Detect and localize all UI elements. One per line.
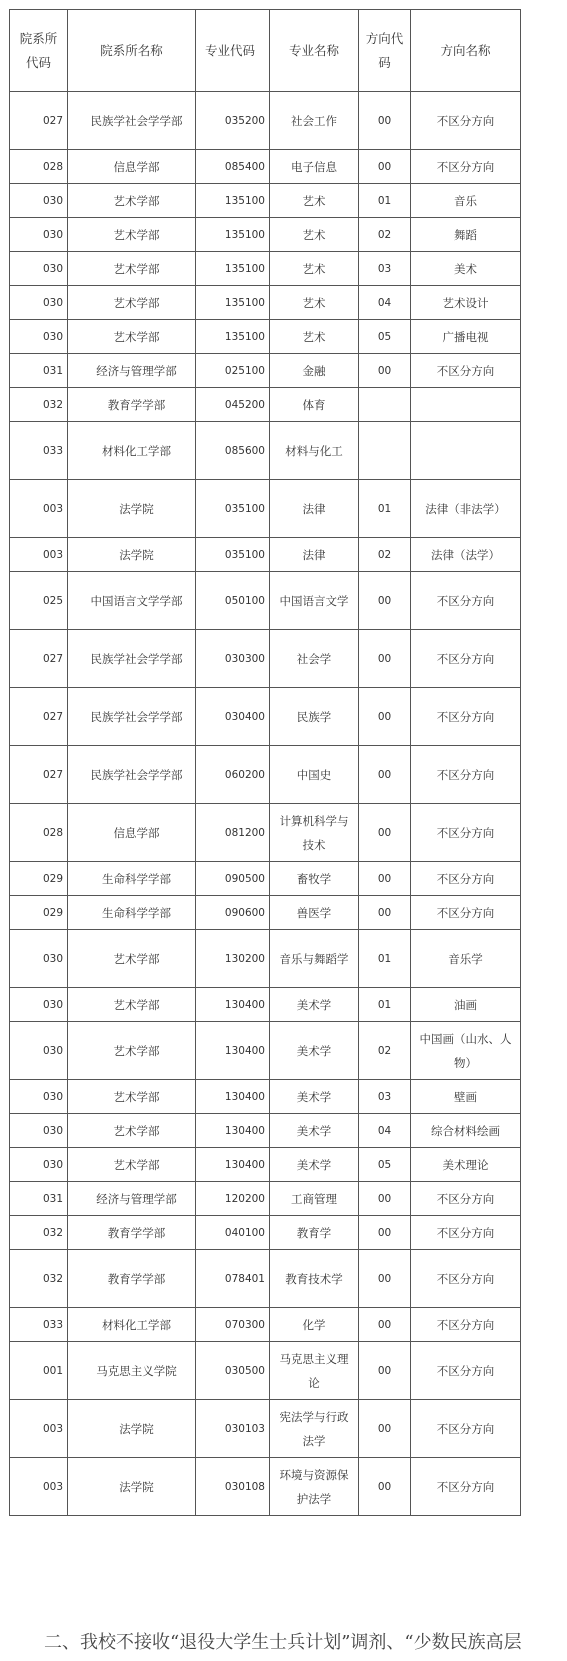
cell-major-name: 化学: [270, 1308, 359, 1342]
table-row: [10, 286, 521, 320]
cell-dept-name: 艺术学部: [68, 286, 196, 320]
cell-major-name: 美术学: [270, 1148, 359, 1182]
cell-dir-name: 广播电视: [411, 320, 521, 354]
header-dept-code: 院系所代码: [10, 10, 68, 92]
table-row: [10, 218, 521, 252]
table-row: [10, 862, 521, 896]
table-row: [10, 572, 521, 630]
cell-dir-code: 00: [359, 1308, 411, 1342]
cell-major-code: 130200: [196, 930, 270, 988]
cell-dir-code: 00: [359, 1400, 411, 1458]
cell-dept-code: 032: [10, 388, 68, 422]
cell-dept-name: 教育学学部: [68, 1216, 196, 1250]
cell-dept-code: 030: [10, 218, 68, 252]
cell-major-name: 艺术: [270, 320, 359, 354]
table-row: [10, 1216, 521, 1250]
adjustment-table: [9, 9, 521, 1516]
cell-dir-code: 00: [359, 1250, 411, 1308]
table-row: [10, 1114, 521, 1148]
cell-dept-name: 艺术学部: [68, 1114, 196, 1148]
table-row: [10, 1400, 521, 1458]
table-row: [10, 930, 521, 988]
cell-dir-code: 03: [359, 1080, 411, 1114]
table-row: [10, 1342, 521, 1400]
cell-dir-code: 04: [359, 286, 411, 320]
cell-dir-name: 不区分方向: [411, 1182, 521, 1216]
cell-dept-code: 003: [10, 480, 68, 538]
table-row: [10, 354, 521, 388]
cell-dept-name: 艺术学部: [68, 988, 196, 1022]
cell-dept-name: 马克思主义学院: [68, 1342, 196, 1400]
cell-dir-name: 不区分方向: [411, 1250, 521, 1308]
table-row: [10, 630, 521, 688]
cell-dir-name: 油画: [411, 988, 521, 1022]
cell-dept-code: 003: [10, 1400, 68, 1458]
cell-major-name: 法律: [270, 480, 359, 538]
header-major-name: 专业名称: [270, 10, 359, 92]
cell-dir-name: 法律（法学）: [411, 538, 521, 572]
cell-dir-code: 00: [359, 862, 411, 896]
cell-dept-code: 030: [10, 286, 68, 320]
cell-major-name: 艺术: [270, 286, 359, 320]
cell-dir-code: 00: [359, 896, 411, 930]
cell-major-code: 085600: [196, 422, 270, 480]
cell-major-code: 130400: [196, 1080, 270, 1114]
cell-major-name: 美术学: [270, 988, 359, 1022]
table-row: [10, 896, 521, 930]
cell-major-name: 畜牧学: [270, 862, 359, 896]
cell-major-code: 030108: [196, 1458, 270, 1516]
cell-dir-code: 02: [359, 218, 411, 252]
cell-dept-name: 材料化工学部: [68, 422, 196, 480]
cell-major-code: 090600: [196, 896, 270, 930]
cell-dir-code: 00: [359, 630, 411, 688]
cell-dept-name: 民族学社会学学部: [68, 746, 196, 804]
cell-major-code: 060200: [196, 746, 270, 804]
cell-dept-name: 艺术学部: [68, 1148, 196, 1182]
cell-major-name: 电子信息: [270, 150, 359, 184]
cell-dir-code: 01: [359, 184, 411, 218]
cell-dept-code: 030: [10, 1148, 68, 1182]
cell-dir-name: 不区分方向: [411, 804, 521, 862]
footer-paragraph: 二、我校不接收“退役大学生士兵计划”调剂、“少数民族高层: [44, 1632, 522, 1653]
cell-dept-code: 029: [10, 896, 68, 930]
cell-dir-name: 不区分方向: [411, 630, 521, 688]
cell-dept-name: 中国语言文学学部: [68, 572, 196, 630]
cell-major-name: 金融: [270, 354, 359, 388]
cell-dept-code: 032: [10, 1250, 68, 1308]
table-row: [10, 1458, 521, 1516]
cell-major-code: 045200: [196, 388, 270, 422]
header-dept-name: 院系所名称: [68, 10, 196, 92]
cell-dir-code: 00: [359, 1342, 411, 1400]
cell-major-code: 025100: [196, 354, 270, 388]
cell-dir-name: 综合材料绘画: [411, 1114, 521, 1148]
cell-major-name: 美术学: [270, 1080, 359, 1114]
cell-dept-code: 027: [10, 92, 68, 150]
cell-dept-name: 经济与管理学部: [68, 1182, 196, 1216]
cell-dept-name: 艺术学部: [68, 184, 196, 218]
cell-dir-code: 00: [359, 92, 411, 150]
cell-major-code: 070300: [196, 1308, 270, 1342]
cell-major-name: 中国语言文学: [270, 572, 359, 630]
cell-major-name: 环境与资源保护法学: [270, 1458, 359, 1516]
cell-dir-name: 不区分方向: [411, 1458, 521, 1516]
cell-major-name: 宪法学与行政法学: [270, 1400, 359, 1458]
cell-dept-name: 艺术学部: [68, 252, 196, 286]
table-row: [10, 1148, 521, 1182]
table-row: [10, 150, 521, 184]
cell-dept-name: 法学院: [68, 1458, 196, 1516]
cell-major-name: 法律: [270, 538, 359, 572]
cell-dept-code: 028: [10, 150, 68, 184]
cell-dept-code: 027: [10, 688, 68, 746]
cell-dir-code: 05: [359, 320, 411, 354]
cell-dept-code: 027: [10, 746, 68, 804]
cell-dept-code: 030: [10, 1022, 68, 1080]
cell-dept-name: 艺术学部: [68, 320, 196, 354]
cell-dept-name: 教育学学部: [68, 388, 196, 422]
header-dir-name: 方向名称: [411, 10, 521, 92]
table-header-row: [10, 10, 521, 92]
cell-dept-name: 生命科学学部: [68, 896, 196, 930]
cell-dept-name: 信息学部: [68, 150, 196, 184]
cell-dir-code: 00: [359, 804, 411, 862]
cell-dept-name: 艺术学部: [68, 930, 196, 988]
table-row: [10, 804, 521, 862]
cell-dept-code: 031: [10, 1182, 68, 1216]
cell-dir-name: 美术: [411, 252, 521, 286]
cell-major-code: 030500: [196, 1342, 270, 1400]
table-row: [10, 1250, 521, 1308]
cell-major-name: 美术学: [270, 1022, 359, 1080]
cell-major-code: 035100: [196, 480, 270, 538]
cell-major-name: 马克思主义理论: [270, 1342, 359, 1400]
table-row: [10, 688, 521, 746]
cell-major-code: 040100: [196, 1216, 270, 1250]
table-row: [10, 320, 521, 354]
cell-major-name: 美术学: [270, 1114, 359, 1148]
cell-dept-name: 艺术学部: [68, 1080, 196, 1114]
table-body: [10, 10, 521, 1516]
cell-dir-code: 02: [359, 1022, 411, 1080]
cell-dept-name: 艺术学部: [68, 1022, 196, 1080]
cell-dir-name: 法律（非法学）: [411, 480, 521, 538]
cell-dir-code: 01: [359, 480, 411, 538]
cell-dept-code: 033: [10, 1308, 68, 1342]
cell-dir-name: 舞蹈: [411, 218, 521, 252]
cell-major-code: 090500: [196, 862, 270, 896]
cell-major-name: 艺术: [270, 218, 359, 252]
cell-dept-code: 028: [10, 804, 68, 862]
cell-dept-code: 001: [10, 1342, 68, 1400]
cell-major-name: 中国史: [270, 746, 359, 804]
cell-dir-name: 不区分方向: [411, 92, 521, 150]
cell-dir-name: 不区分方向: [411, 862, 521, 896]
cell-dir-name: 壁画: [411, 1080, 521, 1114]
cell-dir-code: 00: [359, 1458, 411, 1516]
cell-dept-name: 生命科学学部: [68, 862, 196, 896]
cell-major-code: 135100: [196, 286, 270, 320]
cell-dept-name: 法学院: [68, 538, 196, 572]
cell-major-name: 社会工作: [270, 92, 359, 150]
cell-dir-code: 00: [359, 1182, 411, 1216]
table-row: [10, 92, 521, 150]
cell-dept-name: 民族学社会学学部: [68, 688, 196, 746]
cell-dept-code: 030: [10, 184, 68, 218]
cell-dir-name: 不区分方向: [411, 746, 521, 804]
cell-dir-name: 音乐: [411, 184, 521, 218]
cell-major-code: 135100: [196, 184, 270, 218]
table-row: [10, 252, 521, 286]
cell-major-code: 081200: [196, 804, 270, 862]
table-row: [10, 1308, 521, 1342]
cell-dept-name: 信息学部: [68, 804, 196, 862]
cell-major-name: 音乐与舞蹈学: [270, 930, 359, 988]
cell-major-code: 130400: [196, 988, 270, 1022]
cell-major-code: 130400: [196, 1022, 270, 1080]
cell-major-code: 050100: [196, 572, 270, 630]
table-row: [10, 746, 521, 804]
cell-dir-code: [359, 388, 411, 422]
cell-major-code: 120200: [196, 1182, 270, 1216]
cell-dir-name: 中国画（山水、人物）: [411, 1022, 521, 1080]
cell-dept-code: 029: [10, 862, 68, 896]
cell-dir-code: 00: [359, 746, 411, 804]
cell-major-name: 艺术: [270, 184, 359, 218]
cell-dir-code: [359, 422, 411, 480]
cell-major-code: 130400: [196, 1148, 270, 1182]
cell-major-code: 030400: [196, 688, 270, 746]
cell-dept-name: 法学院: [68, 480, 196, 538]
cell-dept-code: 030: [10, 930, 68, 988]
cell-major-name: 工商管理: [270, 1182, 359, 1216]
cell-dept-code: 025: [10, 572, 68, 630]
cell-dir-name: 不区分方向: [411, 354, 521, 388]
cell-dir-name: 音乐学: [411, 930, 521, 988]
table-row: [10, 480, 521, 538]
cell-dept-code: 003: [10, 538, 68, 572]
cell-dir-name: 不区分方向: [411, 1342, 521, 1400]
cell-dept-name: 材料化工学部: [68, 1308, 196, 1342]
cell-major-code: 030300: [196, 630, 270, 688]
cell-dept-name: 艺术学部: [68, 218, 196, 252]
cell-dept-name: 教育学学部: [68, 1250, 196, 1308]
table-row: [10, 538, 521, 572]
cell-dept-name: 民族学社会学学部: [68, 630, 196, 688]
header-major-code: 专业代码: [196, 10, 270, 92]
cell-dept-code: 031: [10, 354, 68, 388]
table-row: [10, 1022, 521, 1080]
cell-major-name: 社会学: [270, 630, 359, 688]
cell-dept-code: 030: [10, 320, 68, 354]
cell-dir-code: 02: [359, 538, 411, 572]
cell-major-code: 030103: [196, 1400, 270, 1458]
cell-dir-name: [411, 422, 521, 480]
cell-major-name: 材料与化工: [270, 422, 359, 480]
cell-dept-code: 003: [10, 1458, 68, 1516]
cell-major-name: 体育: [270, 388, 359, 422]
cell-major-name: 教育学: [270, 1216, 359, 1250]
cell-dept-code: 030: [10, 988, 68, 1022]
cell-dir-name: 不区分方向: [411, 896, 521, 930]
cell-dir-code: 03: [359, 252, 411, 286]
cell-dir-code: 00: [359, 688, 411, 746]
cell-major-name: 艺术: [270, 252, 359, 286]
cell-dir-name: 不区分方向: [411, 150, 521, 184]
cell-dir-name: 不区分方向: [411, 1308, 521, 1342]
cell-major-name: 民族学: [270, 688, 359, 746]
cell-dir-code: 00: [359, 572, 411, 630]
table-row: [10, 184, 521, 218]
table-row: [10, 988, 521, 1022]
table-row: [10, 388, 521, 422]
cell-dept-name: 民族学社会学学部: [68, 92, 196, 150]
cell-dir-code: 04: [359, 1114, 411, 1148]
header-dir-code: 方向代码: [359, 10, 411, 92]
table-row: [10, 1080, 521, 1114]
cell-major-code: 078401: [196, 1250, 270, 1308]
cell-dir-code: 00: [359, 1216, 411, 1250]
table-row: [10, 422, 521, 480]
cell-dept-name: 法学院: [68, 1400, 196, 1458]
cell-dir-name: 艺术设计: [411, 286, 521, 320]
cell-major-code: 035200: [196, 92, 270, 150]
cell-dept-code: 030: [10, 252, 68, 286]
cell-dir-name: 不区分方向: [411, 1400, 521, 1458]
cell-major-code: 135100: [196, 218, 270, 252]
cell-dept-code: 027: [10, 630, 68, 688]
cell-major-code: 135100: [196, 252, 270, 286]
cell-major-name: 计算机科学与技术: [270, 804, 359, 862]
cell-dir-code: 00: [359, 150, 411, 184]
cell-dir-name: 不区分方向: [411, 688, 521, 746]
cell-major-code: 035100: [196, 538, 270, 572]
cell-dir-code: 00: [359, 354, 411, 388]
cell-dir-name: [411, 388, 521, 422]
cell-dept-code: 032: [10, 1216, 68, 1250]
cell-dir-name: 美术理论: [411, 1148, 521, 1182]
cell-dir-code: 05: [359, 1148, 411, 1182]
cell-dir-code: 01: [359, 988, 411, 1022]
cell-major-name: 教育技术学: [270, 1250, 359, 1308]
cell-major-name: 兽医学: [270, 896, 359, 930]
cell-major-code: 085400: [196, 150, 270, 184]
cell-dept-name: 经济与管理学部: [68, 354, 196, 388]
cell-dir-name: 不区分方向: [411, 1216, 521, 1250]
cell-major-code: 130400: [196, 1114, 270, 1148]
cell-dept-code: 030: [10, 1114, 68, 1148]
cell-dir-code: 01: [359, 930, 411, 988]
cell-dept-code: 033: [10, 422, 68, 480]
cell-dept-code: 030: [10, 1080, 68, 1114]
table-row: [10, 1182, 521, 1216]
cell-major-code: 135100: [196, 320, 270, 354]
cell-dir-name: 不区分方向: [411, 572, 521, 630]
